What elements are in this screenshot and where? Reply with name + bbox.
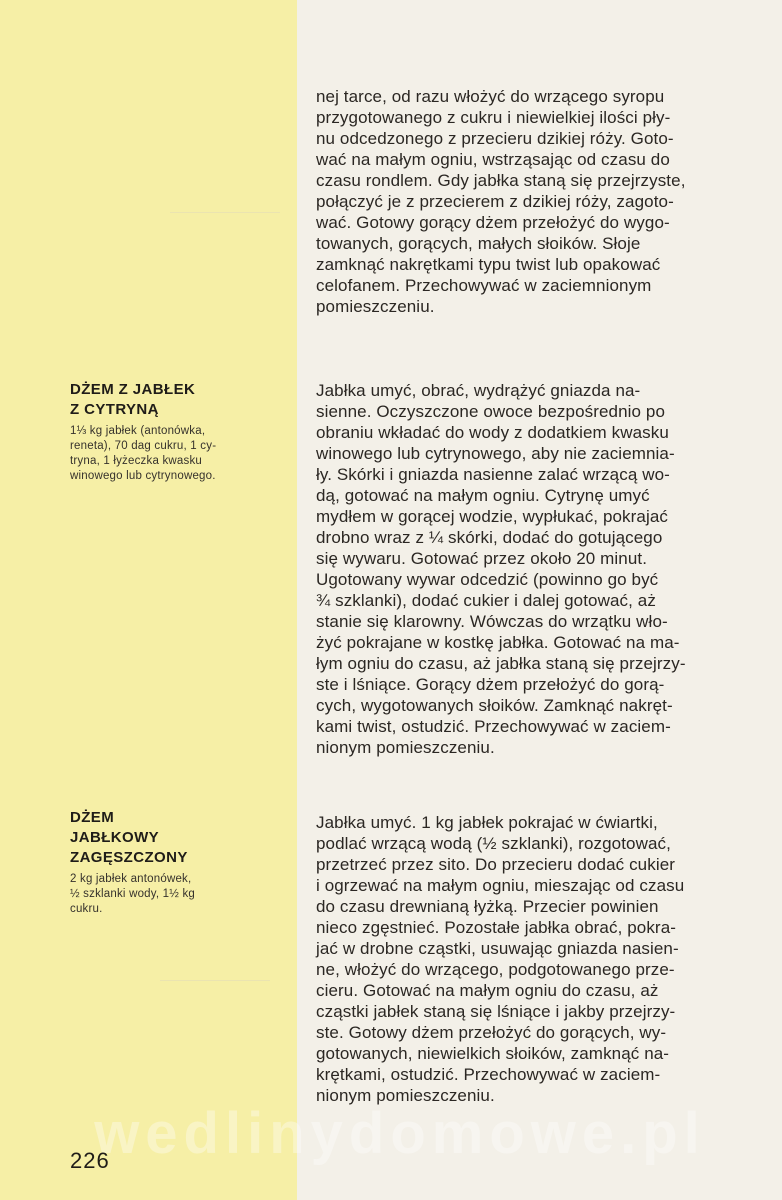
recipe-title: DŻEM JABŁKOWY ZAGĘSZCZONY [70,809,188,866]
recipe-header-lemon-apple [70,380,275,484]
page-number: 226 [70,1148,110,1173]
body-paragraph: Jabłka umyć. 1 kg jabłek pokrajać w ćwiartki, podlać wrzącą wodą (½ szklanki), rozgotować, przetrzeć przez sito. Do przecieru dodać cukier i ogrzewać na małym ogniu, mieszając od czasu do czasu drewnianą łyżką. Przecier powinien nieco zgęstnieć. Pozostałe jabłka obrać, pokra- jać w drobne cząstki, usuwając gniazda nasien- ne, włożyć do wrzącego, podgotowanego prze- cieru. Gotować na małym ogniu do czasu, aż cząstki jabłek staną się lśniące i jakby przejrzy- ste. Gotowy dżem przełożyć do gorących, wy- gotowanych, niewielkich słoików, zamknąć na- krętkami, ostudzić. Przechowywać w zaciem- nionym pomieszczeniu. [316,813,685,1105]
bleed-through-text [170,212,280,225]
recipe-ingredients: 1⅓ kg jabłek (antonówka, reneta), 70 dag cukru, 1 cy- tryna, 1 łyżeczka kwasku winowego lub cytrynowego. [70,425,217,482]
watermark: wedlinydomowe.pl [94,1101,706,1166]
sidebar-column [0,0,297,1200]
recipe-ingredients: 2 kg jabłek antonówek, ½ szklanki wody, 1½ kg cukru. [70,873,195,915]
recipe-title: DŻEM Z JABŁEK Z CYTRYNĄ [70,381,196,418]
recipe-header-thickened-apple [70,808,275,917]
body-paragraph: Jabłka umyć, obrać, wydrążyć gniazda na- sienne. Oczyszczone owoce bezpośrednio po obraniu wkładać do wody z dodatkiem kwasku winowego lub cytrynowego, aby nie zaciemnia- ły. Skórki i gniazda nasienne zalać wrzącą wo- dą, gotować na małym ogniu. Cytrynę umyć mydłem w gorącej wodzie, wypłukać, pokrajać drobno wraz z ¼ skórki, dodać do gotującego się wywaru. Gotować przez około 20 minut. Ugotowany wywar odcedzić (powinno go być ¾ szklanki), dodać cukier i dalej gotować, aż stanie się klarowny. Wówczas do wrzątku wło- żyć pokrajane w kostkę jabłka. Gotować na ma- łym ogniu do czasu, aż jabłka staną się przejrzy- ste i lśniące. Gorący dżem przełożyć do gorą- cych, wygotowanych słoików. Zamknąć nakręt- kami twist, ostudzić. Przechowywać w zaciem- nionym pomieszczeniu. [316,381,686,757]
body-paragraph: nej tarce, od razu włożyć do wrzącego syropu przygotowanego z cukru i niewielkiej ilości pły- nu odcedzonego z przecieru dzikiej róży. Goto- wać na małym ogniu, wstrząsając od czasu do czasu rondlem. Gdy jabłka staną się przejrzyste, połączyć je z przecierem z dzikiej róży, zagoto- wać. Gotowy gorący dżem przełożyć do wygo- towanych, gorących, małych słoików. Słoje zamknąć nakrętkami typu twist lub opakować celofanem. Przechowywać w zaciemnionym pomieszczeniu. [316,87,686,316]
bleed-through-text [160,980,270,993]
